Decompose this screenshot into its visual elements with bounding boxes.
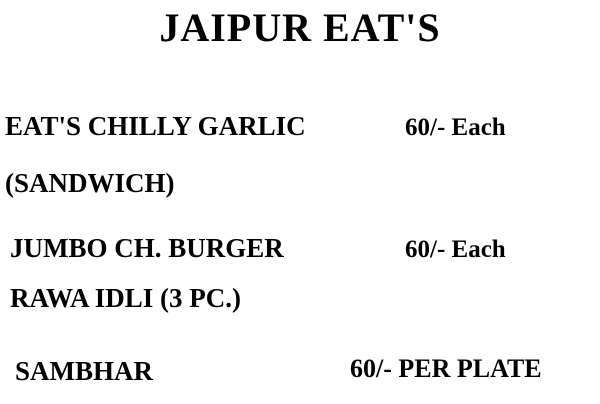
menu-item-name: JUMBO CH. BURGER	[10, 233, 284, 263]
menu-item-name-line2: (SANDWICH)	[5, 168, 175, 198]
menu-item-price: 60/- PER PLATE	[350, 354, 542, 383]
menu-item-price: 60/- Each	[405, 114, 506, 141]
menu-item-name: RAWA IDLI (3 PC.)	[10, 283, 242, 313]
menu-item-name: EAT'S CHILLY GARLIC	[5, 111, 306, 141]
menu-item-name: SAMBHAR	[15, 356, 154, 386]
menu-item-price: 60/- Each	[405, 236, 506, 263]
page-title: JAIPUR EAT'S	[159, 5, 441, 50]
